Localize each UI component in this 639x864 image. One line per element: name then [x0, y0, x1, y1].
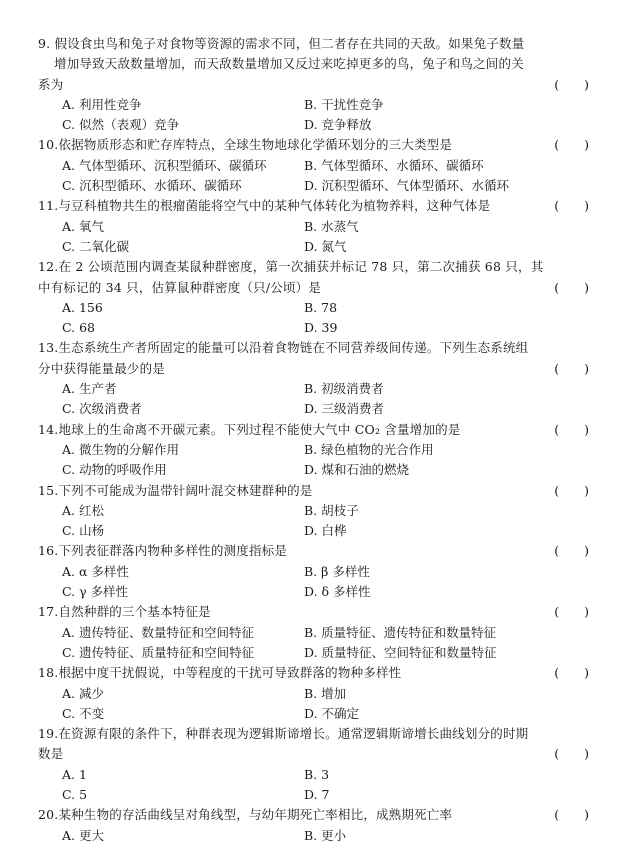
question-19	[38, 724, 589, 805]
question-text: 生态系统生产者所固定的能量可以沿着食物链在不同营养级间传递。下列生态系统组	[58, 340, 529, 356]
option-a[interactable]: A. 生产者	[62, 381, 117, 397]
question-text: 分中获得能量最少的是	[38, 360, 166, 376]
option-c[interactable]: C. 二氧化碳	[62, 238, 130, 254]
question-number: 18.	[38, 665, 59, 681]
options-row	[38, 460, 583, 480]
option-a[interactable]: A. 1	[62, 766, 87, 782]
options-row	[38, 785, 583, 805]
answer-bracket[interactable]: ( )	[554, 665, 589, 681]
option-d[interactable]: D. 39	[304, 320, 338, 336]
question-17	[38, 602, 589, 663]
option-c[interactable]: C. 5	[62, 786, 88, 802]
question-text: 增加导致天敌数量增加，而天敌数量增加又反过来吃掉更多的鸟，兔子和鸟之间的关	[54, 56, 524, 72]
option-d[interactable]: D. 氮气	[304, 238, 347, 254]
answer-bracket[interactable]: ( )	[554, 360, 589, 376]
option-b[interactable]: B. 绿色植物的光合作用	[304, 441, 434, 457]
options-row	[38, 115, 583, 135]
option-a[interactable]: A. 气体型循环、沉积型循环、碳循环	[62, 157, 267, 173]
answer-bracket[interactable]: ( )	[554, 76, 589, 92]
option-b[interactable]: B. 胡枝子	[304, 502, 359, 518]
option-a[interactable]: A. 氧气	[62, 218, 104, 234]
option-d[interactable]: D. 质量特征、空间特征和数量特征	[304, 644, 497, 660]
question-text: 下列表征群落内物种多样性的测度指标是	[58, 543, 288, 559]
option-c[interactable]: C. 不变	[62, 705, 105, 721]
options-row	[38, 399, 583, 419]
option-d[interactable]: D. 煤和石油的燃烧	[304, 462, 410, 478]
question-text: 中有标记的 34 只，估算鼠种群密度（只/公顷）是	[38, 279, 322, 295]
question-number: 19.	[38, 726, 59, 742]
question-number: 16.	[38, 543, 59, 559]
options-row	[38, 217, 583, 237]
question-text: 自然种群的三个基本特征是	[58, 604, 211, 620]
option-c[interactable]: C. 似然（表观）竞争	[62, 117, 180, 133]
option-b[interactable]: B. 初级消费者	[304, 381, 384, 397]
options-row	[38, 237, 583, 257]
question-13	[38, 338, 589, 419]
answer-bracket[interactable]: ( )	[554, 482, 589, 498]
options-row	[38, 562, 583, 582]
option-c[interactable]: C. γ 多样性	[62, 584, 129, 600]
option-d[interactable]: D. 沉积型循环、气体型循环、水循环	[304, 178, 510, 194]
options-row	[38, 440, 583, 460]
question-text: 依据物质形态和贮存库特点，全球生物地球化学循环划分的三大类型是	[58, 137, 453, 153]
question-number: 14.	[38, 421, 59, 437]
option-c[interactable]: C. 山杨	[62, 523, 105, 539]
option-d[interactable]: D. δ 多样性	[304, 584, 371, 600]
question-number: 12.	[38, 259, 59, 275]
answer-bracket[interactable]: ( )	[554, 543, 589, 559]
option-d[interactable]: D. 白桦	[304, 523, 347, 539]
option-b[interactable]: B. 干扰性竞争	[304, 96, 384, 112]
question-text: 在 2 公顷范围内调查某鼠种群密度，第一次捕获并标记 78 只，第二次捕获 68 只，其	[58, 259, 544, 275]
answer-bracket[interactable]: ( )	[554, 137, 589, 153]
option-c[interactable]: C. 68	[62, 320, 95, 336]
option-a[interactable]: A. α 多样性	[62, 563, 129, 579]
option-a[interactable]: A. 156	[62, 299, 103, 315]
question-text: 在资源有限的条件下，种群表现为逻辑斯谛增长。通常逻辑斯谛增长曲线划分的时期	[58, 726, 529, 742]
options-row	[38, 643, 583, 663]
options-row	[38, 176, 583, 196]
question-text: 地球上的生命离不开碳元素。下列过程不能使大气中 CO₂ 含量增加的是	[58, 421, 461, 437]
question-15	[38, 481, 589, 542]
question-number: 17.	[38, 604, 59, 620]
question-18	[38, 663, 589, 724]
options-row	[38, 521, 583, 541]
option-a[interactable]: A. 减少	[62, 685, 104, 701]
options-row	[38, 156, 583, 176]
options-row	[38, 684, 583, 704]
question-9	[38, 34, 589, 135]
question-number: 10.	[38, 137, 59, 153]
option-b[interactable]: B. 水蒸气	[304, 218, 359, 234]
answer-bracket[interactable]: ( )	[554, 279, 589, 295]
question-text: 某种生物的存活曲线呈对角线型，与幼年期死亡率相比，成熟期死亡率	[58, 807, 453, 823]
question-text: 根据中度干扰假说，中等程度的干扰可导致群落的物种多样性	[58, 665, 402, 681]
option-b[interactable]: B. 更小	[304, 827, 347, 843]
question-number: 15.	[38, 482, 59, 498]
option-b[interactable]: B. 78	[304, 299, 338, 315]
option-a[interactable]: A. 遗传特征、数量特征和空间特征	[62, 624, 254, 640]
option-c[interactable]: C. 动物的呼吸作用	[62, 462, 167, 478]
answer-bracket[interactable]: ( )	[554, 604, 589, 620]
options-row	[38, 582, 583, 602]
option-d[interactable]: D. 不确定	[304, 705, 360, 721]
answer-bracket[interactable]: ( )	[554, 198, 589, 214]
options-row	[38, 95, 583, 115]
option-b[interactable]: B. β 多样性	[304, 563, 370, 579]
options-row	[38, 298, 583, 318]
question-text: 下列不可能成为温带针阔叶混交林建群种的是	[58, 482, 313, 498]
options-row	[38, 318, 583, 338]
question-number: 9.	[38, 36, 51, 51]
question-10	[38, 135, 589, 196]
option-a[interactable]: A. 更大	[62, 827, 104, 843]
question-11	[38, 196, 589, 257]
question-16	[38, 541, 589, 602]
options-row	[38, 826, 583, 846]
option-a[interactable]: A. 微生物的分解作用	[62, 441, 179, 457]
question-text: 假设食虫鸟和兔子对食物等资源的需求不同，但二者存在共同的天敌。如果兔子数量	[54, 36, 525, 51]
answer-bracket[interactable]: ( )	[554, 807, 589, 823]
question-number: 13.	[38, 340, 59, 356]
option-a[interactable]: A. 红松	[62, 502, 104, 518]
options-row	[38, 765, 583, 785]
options-row	[38, 704, 583, 724]
question-number: 11.	[38, 198, 59, 214]
question-12	[38, 257, 589, 338]
option-a[interactable]: A. 利用性竞争	[62, 96, 142, 112]
option-c[interactable]: C. 遗传特征、质量特征和空间特征	[62, 644, 255, 660]
option-b[interactable]: B. 3	[304, 766, 330, 782]
options-row	[38, 623, 583, 643]
option-d[interactable]: D. 7	[304, 786, 330, 802]
option-d[interactable]: D. 竞争释放	[304, 117, 372, 133]
option-b[interactable]: B. 增加	[304, 685, 347, 701]
question-text: 数是	[38, 746, 64, 762]
option-c[interactable]: C. 次级消费者	[62, 401, 142, 417]
option-b[interactable]: B. 质量特征、遗传特征和数量特征	[304, 624, 497, 640]
answer-bracket[interactable]: ( )	[554, 746, 589, 762]
answer-bracket[interactable]: ( )	[554, 421, 589, 437]
options-row	[38, 501, 583, 521]
option-b[interactable]: B. 气体型循环、水循环、碳循环	[304, 157, 484, 173]
options-row	[38, 379, 583, 399]
question-number: 20.	[38, 807, 59, 823]
option-c[interactable]: C. 沉积型循环、水循环、碳循环	[62, 178, 242, 194]
question-text: 系为	[38, 76, 64, 92]
question-14	[38, 420, 589, 481]
question-20	[38, 805, 589, 846]
question-text: 与豆科植物共生的根瘤菌能将空气中的某种气体转化为植物养料，这种气体是	[58, 198, 491, 214]
option-d[interactable]: D. 三级消费者	[304, 401, 385, 417]
